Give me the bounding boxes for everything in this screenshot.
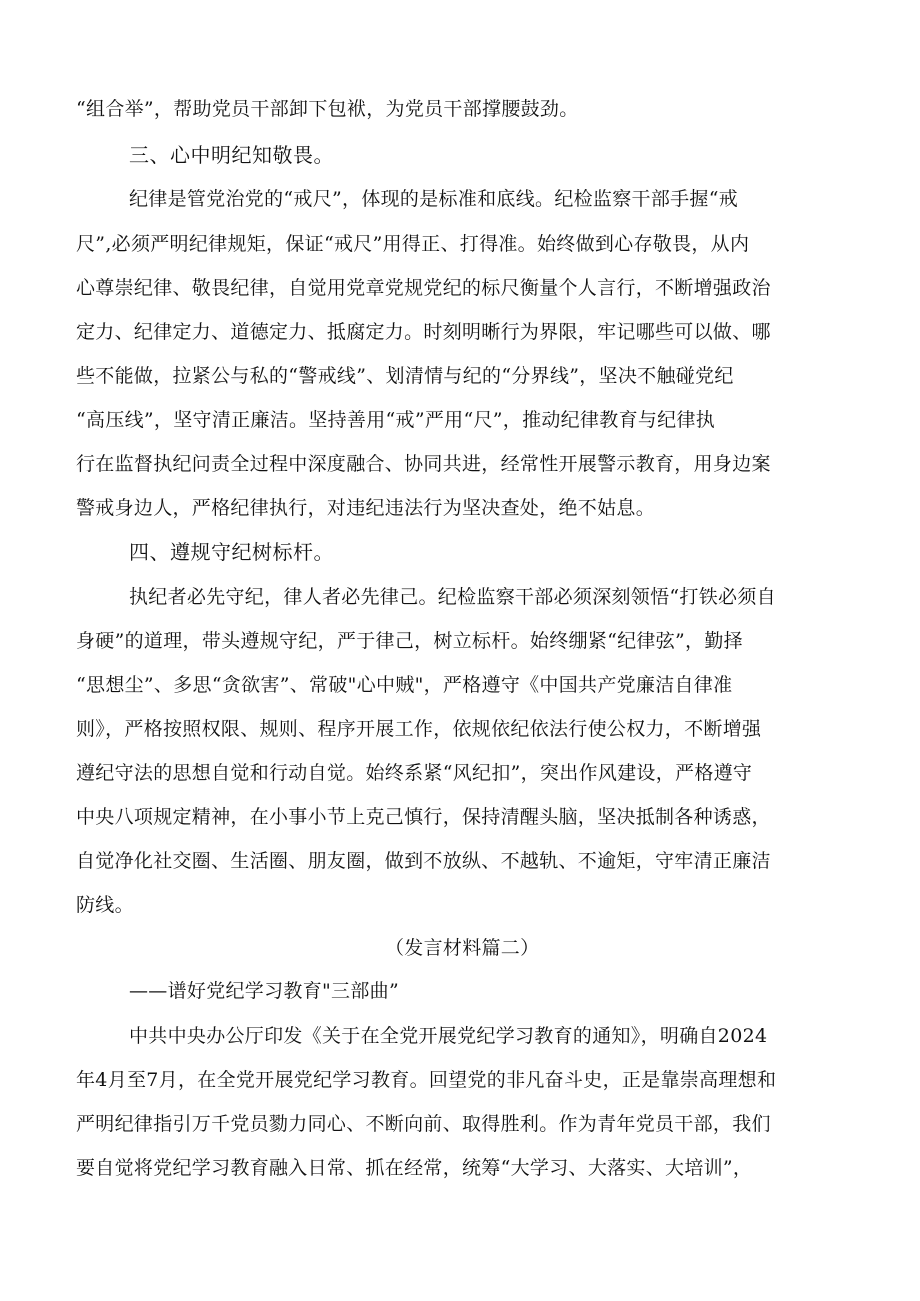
paragraph-line: 执纪者必先守纪，律人者必先律己。纪检监察干部必须深刻领悟“打铁必须自: [129, 586, 776, 608]
paragraph-line: 年4月至7月，在全党开展党纪学习教育。回望党的非凡奋斗史，正是靠崇高理想和: [76, 1069, 777, 1091]
paragraph-line: 身硬”的道理，带头遵规守纪，严于律己，树立标杆。始终绷紧“纪律弦”，勤择: [76, 630, 743, 652]
paragraph-line: 严明纪律指引万千党员勠力同心、不断向前、取得胜利。作为青年党员干部，我们: [76, 1113, 771, 1135]
section-heading: 三、心中明纪知敬畏。: [129, 143, 334, 167]
paragraph-line: “思想尘”、多思“贪欲害”、常破"心中贼"，严格遵守《中国共产党廉洁自律准: [76, 674, 733, 696]
paragraph-line: 些不能做，拉紧公与私的“警戒线”、划清情与纪的“分界线”，坚决不触碰党纪: [76, 365, 734, 387]
paragraph-line: 要自觉将党纪学习教育融入日常、抓在经常，统筹“大学习、大落实、大培训”，: [76, 1157, 753, 1179]
paragraph-line: “组合举”，帮助党员干部卸下包袱，为党员干部撑腰鼓劲。: [76, 98, 579, 120]
paragraph-line: “高压线”，坚守清正廉洁。坚持善用“戒”严用“尺”，推动纪律教育与纪律执: [76, 409, 716, 431]
paragraph-line: 纪律是管党治党的“戒尺”，体现的是标准和底线。纪检监察干部手握“戒: [129, 188, 739, 210]
paragraph-line: 警戒身边人，严格纪律执行，对违纪违法行为坚决查处，绝不姑息。: [76, 497, 656, 519]
paragraph-line: 自觉净化社交圈、生活圈、朋友圈，做到不放纵、不越轨、不逾矩，守牢清正廉洁: [76, 850, 771, 872]
section-heading: 四、遵规守纪树标杆。: [129, 540, 334, 564]
paragraph-line: 中共中央办公厅印发《关于在全党开展党纪学习教育的通知》，明确自2024: [129, 1025, 768, 1047]
paragraph-line: 定力、纪律定力、道德定力、抵腐定力。时刻明晰行为界限，牢记哪些可以做、哪: [76, 321, 771, 343]
paragraph-line: 则》，严格按照权限、规则、程序开展工作，依规依纪依法行使公权力，不断增强: [76, 718, 762, 740]
paragraph-line: 防线。: [76, 894, 134, 916]
paragraph-line: 行在监督执纪问责全过程中深度融合、协同共进，经常性开展警示教育，用身边案: [76, 453, 771, 475]
section-label: （发言材料篇二）: [385, 937, 540, 959]
paragraph-line: 心尊崇纪律、敬畏纪律，自觉用党章党规党纪的标尺衡量个人言行，不断增强政治: [76, 277, 771, 299]
paragraph-line: 尺”,必须严明纪律规矩，保证“戒尺”用得正、打得准。始终做到心存敬畏，从内: [76, 233, 750, 255]
paragraph-line: 遵纪守法的思想自觉和行动自觉。始终系紧“风纪扣”，突出作风建设，严格遵守: [76, 762, 753, 784]
paragraph-line: 中央八项规定精神，在小事小节上克己慎行，保持清醒头脑，坚决抵制各种诱惑，: [76, 806, 771, 828]
subtitle: ——谱好党纪学习教育"三部曲”: [129, 980, 399, 1002]
